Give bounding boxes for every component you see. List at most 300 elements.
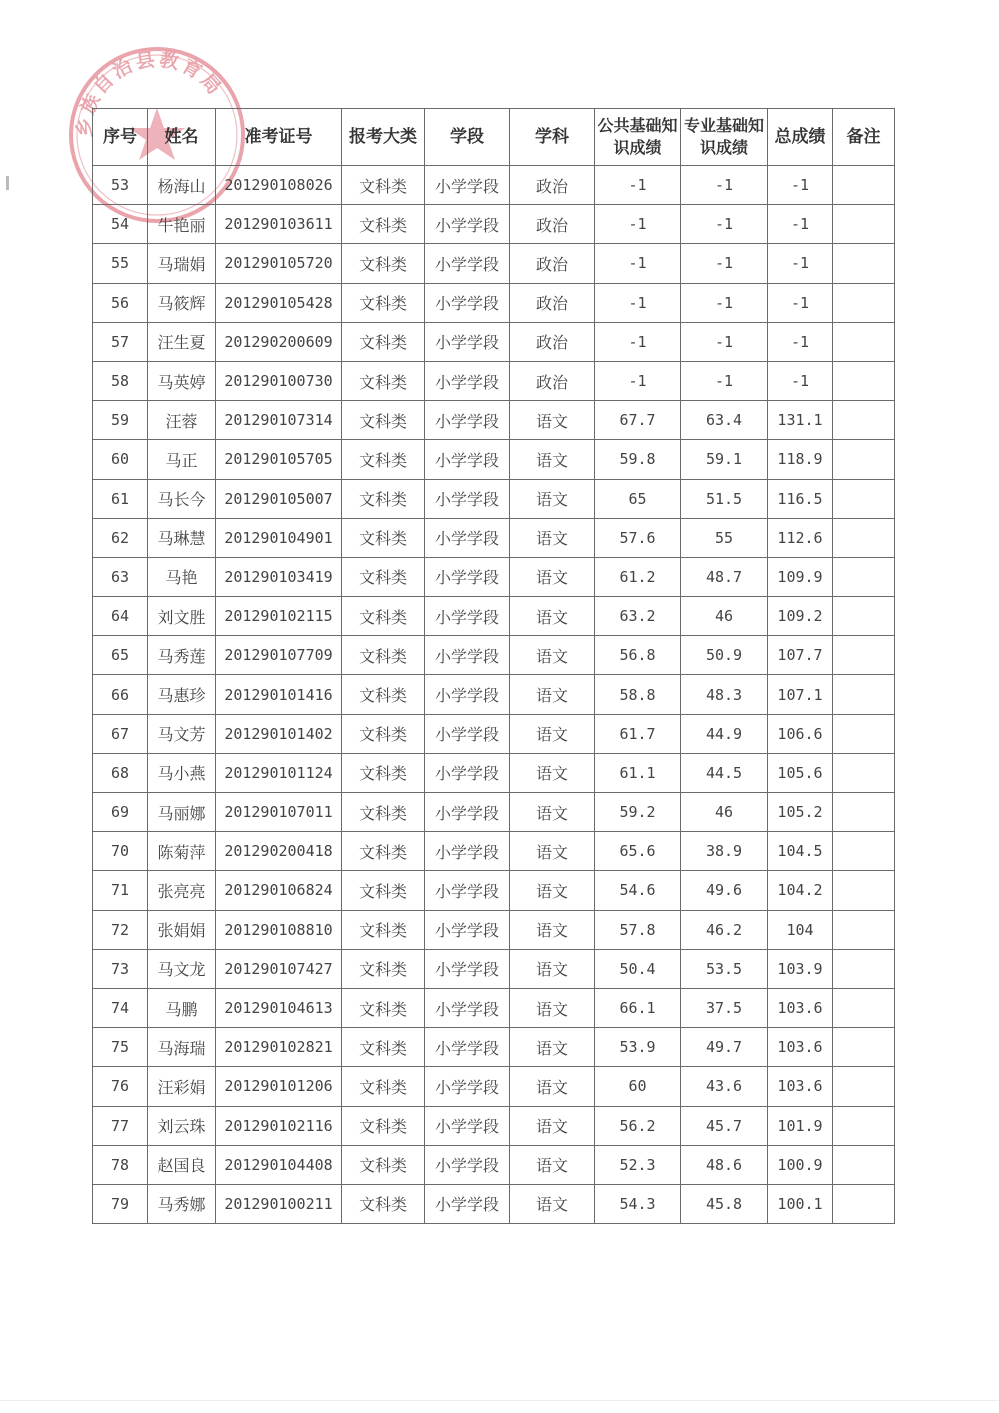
cell-stage: 小学学段 [425, 557, 510, 596]
cell-category: 文科类 [342, 518, 425, 557]
cell-subject: 语文 [510, 557, 595, 596]
cell-ticket-number: 201290107314 [216, 401, 342, 440]
cell-name: 马艳 [148, 557, 216, 596]
cell-major-score: 53.5 [681, 949, 768, 988]
cell-ticket-number: 201290104408 [216, 1145, 342, 1184]
table-row [93, 910, 895, 949]
cell-name: 马长今 [148, 479, 216, 518]
cell-seq: 69 [93, 793, 148, 832]
cell-remarks [833, 636, 895, 675]
cell-name: 汪生夏 [148, 322, 216, 361]
cell-public-score: 52.3 [595, 1145, 681, 1184]
cell-ticket-number: 201290106824 [216, 871, 342, 910]
cell-stage: 小学学段 [425, 361, 510, 400]
cell-remarks [833, 832, 895, 871]
cell-seq: 66 [93, 675, 148, 714]
cell-major-score: -1 [681, 205, 768, 244]
cell-name: 马秀娜 [148, 1184, 216, 1223]
cell-seq: 54 [93, 205, 148, 244]
table-row [93, 597, 895, 636]
cell-major-score: 48.3 [681, 675, 768, 714]
cell-name: 马正 [148, 440, 216, 479]
cell-remarks [833, 871, 895, 910]
cell-subject: 语文 [510, 988, 595, 1027]
cell-ticket-number: 201290101416 [216, 675, 342, 714]
cell-total-score: 107.1 [768, 675, 833, 714]
table-row [93, 205, 895, 244]
cell-public-score: 58.8 [595, 675, 681, 714]
cell-public-score: 50.4 [595, 949, 681, 988]
cell-subject: 语文 [510, 1067, 595, 1106]
cell-seq: 60 [93, 440, 148, 479]
cell-name: 张亮亮 [148, 871, 216, 910]
cell-category: 文科类 [342, 597, 425, 636]
cell-ticket-number: 201290101402 [216, 714, 342, 753]
cell-seq: 77 [93, 1106, 148, 1145]
cell-public-score: 56.2 [595, 1106, 681, 1145]
scan-edge-mark [6, 176, 9, 190]
cell-total-score: -1 [768, 361, 833, 400]
cell-major-score: 46 [681, 793, 768, 832]
cell-subject: 语文 [510, 597, 595, 636]
cell-seq: 55 [93, 244, 148, 283]
cell-subject: 语文 [510, 714, 595, 753]
cell-major-score: 50.9 [681, 636, 768, 675]
cell-public-score: 57.6 [595, 518, 681, 557]
cell-category: 文科类 [342, 1184, 425, 1223]
cell-major-score: 48.7 [681, 557, 768, 596]
cell-ticket-number: 201290200418 [216, 832, 342, 871]
cell-subject: 语文 [510, 636, 595, 675]
cell-remarks [833, 910, 895, 949]
cell-public-score: 53.9 [595, 1028, 681, 1067]
cell-major-score: 63.4 [681, 401, 768, 440]
cell-subject: 政治 [510, 283, 595, 322]
table-row [93, 166, 895, 205]
cell-category: 文科类 [342, 1028, 425, 1067]
cell-stage: 小学学段 [425, 832, 510, 871]
cell-name: 马文芳 [148, 714, 216, 753]
cell-remarks [833, 401, 895, 440]
cell-remarks [833, 753, 895, 792]
cell-seq: 65 [93, 636, 148, 675]
cell-total-score: 103.6 [768, 1067, 833, 1106]
header-total-score: 总成绩 [768, 109, 833, 166]
cell-seq: 73 [93, 949, 148, 988]
cell-stage: 小学学段 [425, 283, 510, 322]
cell-total-score: -1 [768, 166, 833, 205]
cell-subject: 政治 [510, 361, 595, 400]
cell-total-score: 106.6 [768, 714, 833, 753]
cell-public-score: 59.2 [595, 793, 681, 832]
cell-category: 文科类 [342, 910, 425, 949]
scan-bottom-edge [0, 1400, 999, 1401]
cell-ticket-number: 201290200609 [216, 322, 342, 361]
cell-ticket-number: 201290102115 [216, 597, 342, 636]
cell-seq: 57 [93, 322, 148, 361]
header-public-score: 公共基础知识成绩 [595, 109, 681, 166]
cell-subject: 政治 [510, 205, 595, 244]
table-row [93, 440, 895, 479]
cell-ticket-number: 201290102116 [216, 1106, 342, 1145]
cell-stage: 小学学段 [425, 401, 510, 440]
cell-remarks [833, 675, 895, 714]
cell-stage: 小学学段 [425, 871, 510, 910]
cell-name: 马海瑞 [148, 1028, 216, 1067]
cell-name: 马筱辉 [148, 283, 216, 322]
cell-ticket-number: 201290108810 [216, 910, 342, 949]
cell-major-score: 49.6 [681, 871, 768, 910]
cell-subject: 语文 [510, 401, 595, 440]
cell-stage: 小学学段 [425, 1184, 510, 1223]
cell-public-score: -1 [595, 283, 681, 322]
header-major-score: 专业基础知识成绩 [681, 109, 768, 166]
table-row [93, 283, 895, 322]
cell-total-score: 112.6 [768, 518, 833, 557]
cell-subject: 语文 [510, 753, 595, 792]
cell-category: 文科类 [342, 557, 425, 596]
cell-subject: 语文 [510, 793, 595, 832]
header-category: 报考大类 [342, 109, 425, 166]
cell-seq: 71 [93, 871, 148, 910]
cell-total-score: 109.2 [768, 597, 833, 636]
cell-category: 文科类 [342, 322, 425, 361]
cell-total-score: 103.6 [768, 1028, 833, 1067]
cell-ticket-number: 201290103611 [216, 205, 342, 244]
cell-seq: 59 [93, 401, 148, 440]
cell-seq: 53 [93, 166, 148, 205]
cell-name: 马惠珍 [148, 675, 216, 714]
cell-category: 文科类 [342, 479, 425, 518]
table-row [93, 753, 895, 792]
cell-subject: 政治 [510, 166, 595, 205]
cell-major-score: 55 [681, 518, 768, 557]
cell-name: 汪蓉 [148, 401, 216, 440]
cell-total-score: 103.6 [768, 988, 833, 1027]
cell-public-score: 54.6 [595, 871, 681, 910]
cell-category: 文科类 [342, 361, 425, 400]
cell-seq: 61 [93, 479, 148, 518]
cell-ticket-number: 201290102821 [216, 1028, 342, 1067]
cell-seq: 78 [93, 1145, 148, 1184]
table-row [93, 479, 895, 518]
cell-total-score: -1 [768, 244, 833, 283]
cell-stage: 小学学段 [425, 910, 510, 949]
cell-category: 文科类 [342, 871, 425, 910]
table-row [93, 518, 895, 557]
cell-name: 张娟娟 [148, 910, 216, 949]
cell-stage: 小学学段 [425, 1106, 510, 1145]
cell-remarks [833, 322, 895, 361]
cell-major-score: 45.8 [681, 1184, 768, 1223]
cell-stage: 小学学段 [425, 597, 510, 636]
cell-name: 马文龙 [148, 949, 216, 988]
cell-remarks [833, 949, 895, 988]
table-row [93, 322, 895, 361]
cell-ticket-number: 201290100730 [216, 361, 342, 400]
cell-public-score: -1 [595, 322, 681, 361]
cell-category: 文科类 [342, 988, 425, 1027]
cell-total-score: 101.9 [768, 1106, 833, 1145]
cell-ticket-number: 201290104613 [216, 988, 342, 1027]
cell-public-score: -1 [595, 166, 681, 205]
cell-name: 汪彩娟 [148, 1067, 216, 1106]
cell-remarks [833, 1028, 895, 1067]
cell-name: 赵国良 [148, 1145, 216, 1184]
cell-seq: 67 [93, 714, 148, 753]
table-row [93, 1028, 895, 1067]
cell-remarks [833, 440, 895, 479]
header-seq: 序号 [93, 109, 148, 166]
cell-category: 文科类 [342, 166, 425, 205]
cell-category: 文科类 [342, 714, 425, 753]
table-row [93, 832, 895, 871]
cell-remarks [833, 714, 895, 753]
table-row [93, 1145, 895, 1184]
cell-remarks [833, 1067, 895, 1106]
cell-stage: 小学学段 [425, 949, 510, 988]
cell-public-score: 65.6 [595, 832, 681, 871]
table-body [93, 166, 895, 1224]
cell-public-score: -1 [595, 244, 681, 283]
cell-category: 文科类 [342, 1067, 425, 1106]
cell-ticket-number: 201290105705 [216, 440, 342, 479]
cell-stage: 小学学段 [425, 244, 510, 283]
cell-stage: 小学学段 [425, 988, 510, 1027]
cell-ticket-number: 201290103419 [216, 557, 342, 596]
cell-major-score: 43.6 [681, 1067, 768, 1106]
cell-name: 马丽娜 [148, 793, 216, 832]
cell-ticket-number: 201290100211 [216, 1184, 342, 1223]
table-row [93, 361, 895, 400]
cell-remarks [833, 1145, 895, 1184]
cell-stage: 小学学段 [425, 793, 510, 832]
cell-seq: 72 [93, 910, 148, 949]
cell-subject: 语文 [510, 440, 595, 479]
cell-subject: 语文 [510, 949, 595, 988]
cell-subject: 语文 [510, 675, 595, 714]
cell-remarks [833, 479, 895, 518]
cell-total-score: 104.5 [768, 832, 833, 871]
header-ticket-number: 准考证号 [216, 109, 342, 166]
cell-public-score: 54.3 [595, 1184, 681, 1223]
cell-seq: 75 [93, 1028, 148, 1067]
cell-total-score: 103.9 [768, 949, 833, 988]
cell-seq: 74 [93, 988, 148, 1027]
cell-total-score: 105.6 [768, 753, 833, 792]
cell-name: 刘文胜 [148, 597, 216, 636]
cell-total-score: 104 [768, 910, 833, 949]
cell-public-score: 63.2 [595, 597, 681, 636]
cell-ticket-number: 201290107709 [216, 636, 342, 675]
cell-major-score: 37.5 [681, 988, 768, 1027]
cell-category: 文科类 [342, 793, 425, 832]
table-row [93, 1184, 895, 1223]
cell-major-score: -1 [681, 166, 768, 205]
cell-remarks [833, 361, 895, 400]
cell-seq: 58 [93, 361, 148, 400]
cell-ticket-number: 201290105720 [216, 244, 342, 283]
cell-name: 牛艳丽 [148, 205, 216, 244]
cell-total-score: 100.9 [768, 1145, 833, 1184]
cell-ticket-number: 201290108026 [216, 166, 342, 205]
cell-public-score: 61.7 [595, 714, 681, 753]
cell-stage: 小学学段 [425, 1067, 510, 1106]
seal-text: 乡族自治县教育局 [73, 48, 228, 138]
cell-name: 陈菊萍 [148, 832, 216, 871]
cell-stage: 小学学段 [425, 1145, 510, 1184]
cell-remarks [833, 244, 895, 283]
cell-public-score: 56.8 [595, 636, 681, 675]
cell-name: 马琳慧 [148, 518, 216, 557]
cell-public-score: 60 [595, 1067, 681, 1106]
cell-subject: 语文 [510, 518, 595, 557]
cell-total-score: -1 [768, 205, 833, 244]
cell-total-score: 107.7 [768, 636, 833, 675]
cell-remarks [833, 205, 895, 244]
cell-ticket-number: 201290105007 [216, 479, 342, 518]
cell-total-score: -1 [768, 322, 833, 361]
cell-subject: 语文 [510, 1028, 595, 1067]
table-row [93, 244, 895, 283]
cell-category: 文科类 [342, 1145, 425, 1184]
cell-subject: 政治 [510, 322, 595, 361]
cell-major-score: 44.5 [681, 753, 768, 792]
table-row [93, 1067, 895, 1106]
cell-total-score: 104.2 [768, 871, 833, 910]
cell-total-score: 100.1 [768, 1184, 833, 1223]
cell-public-score: -1 [595, 205, 681, 244]
cell-stage: 小学学段 [425, 322, 510, 361]
cell-total-score: -1 [768, 283, 833, 322]
cell-major-score: -1 [681, 244, 768, 283]
cell-name: 马英婷 [148, 361, 216, 400]
cell-remarks [833, 793, 895, 832]
cell-major-score: -1 [681, 361, 768, 400]
cell-public-score: 59.8 [595, 440, 681, 479]
cell-remarks [833, 988, 895, 1027]
cell-stage: 小学学段 [425, 518, 510, 557]
cell-major-score: 38.9 [681, 832, 768, 871]
cell-ticket-number: 201290107427 [216, 949, 342, 988]
cell-total-score: 109.9 [768, 557, 833, 596]
cell-category: 文科类 [342, 440, 425, 479]
table-row [93, 793, 895, 832]
cell-name: 马秀莲 [148, 636, 216, 675]
cell-major-score: 48.6 [681, 1145, 768, 1184]
cell-seq: 68 [93, 753, 148, 792]
cell-stage: 小学学段 [425, 714, 510, 753]
cell-remarks [833, 518, 895, 557]
cell-major-score: 59.1 [681, 440, 768, 479]
cell-major-score: 45.7 [681, 1106, 768, 1145]
cell-seq: 64 [93, 597, 148, 636]
table-header-row [93, 109, 895, 166]
table-row [93, 714, 895, 753]
exam-score-table [92, 108, 895, 1224]
cell-major-score: 46 [681, 597, 768, 636]
cell-subject: 语文 [510, 1106, 595, 1145]
cell-category: 文科类 [342, 832, 425, 871]
cell-public-score: 61.2 [595, 557, 681, 596]
table-row [93, 557, 895, 596]
cell-public-score: 57.8 [595, 910, 681, 949]
cell-ticket-number: 201290104901 [216, 518, 342, 557]
cell-total-score: 116.5 [768, 479, 833, 518]
cell-major-score: 49.7 [681, 1028, 768, 1067]
table-row [93, 636, 895, 675]
cell-seq: 76 [93, 1067, 148, 1106]
cell-seq: 62 [93, 518, 148, 557]
cell-major-score: 51.5 [681, 479, 768, 518]
cell-stage: 小学学段 [425, 440, 510, 479]
cell-remarks [833, 1184, 895, 1223]
cell-remarks [833, 166, 895, 205]
cell-ticket-number: 201290101124 [216, 753, 342, 792]
cell-category: 文科类 [342, 401, 425, 440]
cell-total-score: 118.9 [768, 440, 833, 479]
cell-seq: 56 [93, 283, 148, 322]
cell-category: 文科类 [342, 283, 425, 322]
cell-category: 文科类 [342, 205, 425, 244]
cell-public-score: -1 [595, 361, 681, 400]
cell-stage: 小学学段 [425, 1028, 510, 1067]
cell-public-score: 65 [595, 479, 681, 518]
cell-remarks [833, 557, 895, 596]
cell-subject: 语文 [510, 479, 595, 518]
cell-name: 刘云珠 [148, 1106, 216, 1145]
cell-total-score: 105.2 [768, 793, 833, 832]
cell-category: 文科类 [342, 636, 425, 675]
cell-remarks [833, 597, 895, 636]
cell-name: 杨海山 [148, 166, 216, 205]
table-row [93, 675, 895, 714]
cell-name: 马鹏 [148, 988, 216, 1027]
cell-subject: 语文 [510, 871, 595, 910]
cell-name: 马小燕 [148, 753, 216, 792]
cell-stage: 小学学段 [425, 205, 510, 244]
cell-ticket-number: 201290105428 [216, 283, 342, 322]
header-name: 姓名 [148, 109, 216, 166]
cell-stage: 小学学段 [425, 675, 510, 714]
cell-public-score: 61.1 [595, 753, 681, 792]
cell-seq: 70 [93, 832, 148, 871]
cell-remarks [833, 283, 895, 322]
cell-category: 文科类 [342, 753, 425, 792]
cell-category: 文科类 [342, 244, 425, 283]
cell-category: 文科类 [342, 1106, 425, 1145]
cell-ticket-number: 201290101206 [216, 1067, 342, 1106]
cell-major-score: -1 [681, 322, 768, 361]
cell-seq: 79 [93, 1184, 148, 1223]
table-row [93, 871, 895, 910]
cell-subject: 语文 [510, 910, 595, 949]
cell-total-score: 131.1 [768, 401, 833, 440]
cell-stage: 小学学段 [425, 479, 510, 518]
cell-subject: 语文 [510, 1184, 595, 1223]
header-subject: 学科 [510, 109, 595, 166]
cell-category: 文科类 [342, 949, 425, 988]
cell-stage: 小学学段 [425, 166, 510, 205]
cell-major-score: -1 [681, 283, 768, 322]
cell-stage: 小学学段 [425, 753, 510, 792]
table-row [93, 949, 895, 988]
table-row [93, 988, 895, 1027]
header-remarks: 备注 [833, 109, 895, 166]
cell-remarks [833, 1106, 895, 1145]
cell-stage: 小学学段 [425, 636, 510, 675]
cell-major-score: 46.2 [681, 910, 768, 949]
